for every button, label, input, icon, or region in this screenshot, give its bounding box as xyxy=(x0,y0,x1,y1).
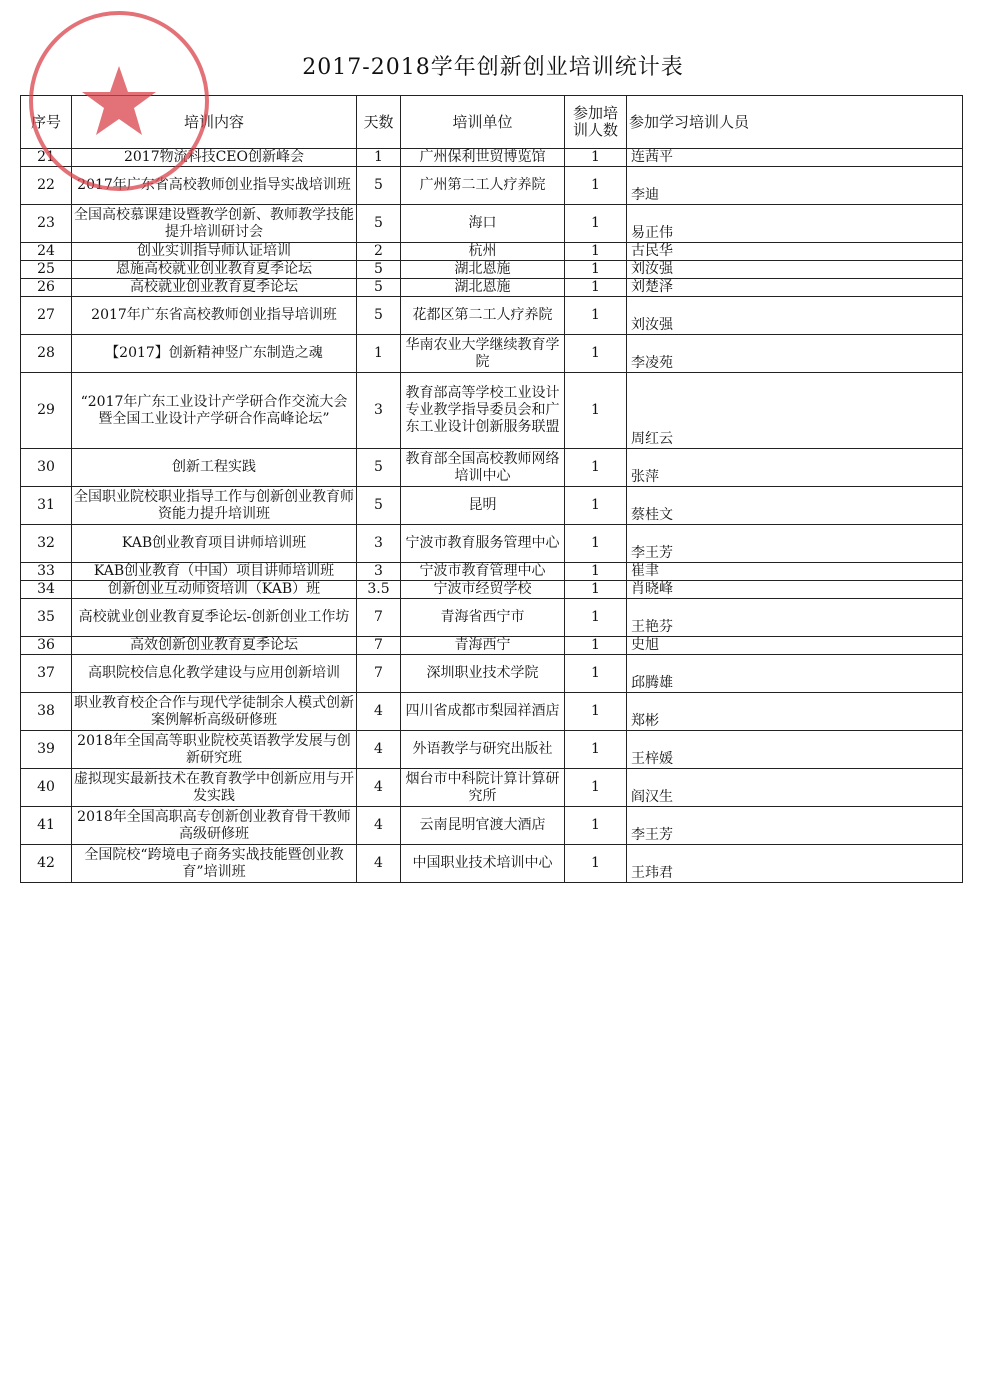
cell-unit: 中国职业技术培训中心 xyxy=(401,845,565,883)
cell-content: 创新工程实践 xyxy=(72,449,357,487)
cell-no: 22 xyxy=(21,167,72,205)
cell-unit: 广州第二工人疗养院 xyxy=(401,167,565,205)
header-unit: 培训单位 xyxy=(401,96,565,149)
cell-days: 4 xyxy=(357,807,401,845)
cell-count: 1 xyxy=(565,637,627,655)
cell-no: 25 xyxy=(21,261,72,279)
cell-no: 42 xyxy=(21,845,72,883)
cell-content: 全国高校慕课建设暨教学创新、教师教学技能提升培训研讨会 xyxy=(72,205,357,243)
cell-name: 李王芳 xyxy=(627,807,963,845)
cell-name: 李凌苑 xyxy=(627,335,963,373)
cell-no: 28 xyxy=(21,335,72,373)
cell-unit: 宁波市教育服务管理中心 xyxy=(401,525,565,563)
cell-days: 7 xyxy=(357,637,401,655)
cell-content: 全国职业院校职业指导工作与创新创业教育师资能力提升培训班 xyxy=(72,487,357,525)
cell-unit: 教育部全国高校教师网络培训中心 xyxy=(401,449,565,487)
cell-content: 高校就业创业教育夏季论坛 xyxy=(72,279,357,297)
cell-name: 王艳芬 xyxy=(627,599,963,637)
cell-unit: 云南昆明官渡大酒店 xyxy=(401,807,565,845)
cell-unit: 宁波市教育管理中心 xyxy=(401,563,565,581)
cell-content: 2017物流科技CEO创新峰会 xyxy=(72,149,357,167)
cell-name: 阎汉生 xyxy=(627,769,963,807)
cell-unit: 青海省西宁市 xyxy=(401,599,565,637)
cell-name: 连茜平 xyxy=(627,149,963,167)
cell-unit: 青海西宁 xyxy=(401,637,565,655)
cell-name: 古民华 xyxy=(627,243,963,261)
cell-days: 7 xyxy=(357,599,401,637)
cell-content: 2017年广东省高校教师创业指导实战培训班 xyxy=(72,167,357,205)
table-row xyxy=(21,261,963,279)
table-row xyxy=(21,525,963,563)
table-row xyxy=(21,563,963,581)
table-row xyxy=(21,243,963,261)
cell-days: 5 xyxy=(357,297,401,335)
table-row xyxy=(21,845,963,883)
cell-count: 1 xyxy=(565,449,627,487)
header-days: 天数 xyxy=(357,96,401,149)
cell-count: 1 xyxy=(565,373,627,449)
cell-days: 3 xyxy=(357,525,401,563)
header-no: 序号 xyxy=(21,96,72,149)
table-row xyxy=(21,279,963,297)
cell-days: 5 xyxy=(357,261,401,279)
cell-content: 2018年全国高等职业院校英语教学发展与创新研究班 xyxy=(72,731,357,769)
table-row xyxy=(21,581,963,599)
cell-unit: 教育部高等学校工业设计专业教学指导委员会和广东工业设计创新服务联盟 xyxy=(401,373,565,449)
cell-unit: 海口 xyxy=(401,205,565,243)
cell-days: 1 xyxy=(357,335,401,373)
cell-name: 李迪 xyxy=(627,167,963,205)
cell-count: 1 xyxy=(565,807,627,845)
cell-content: 全国院校“跨境电子商务实战技能暨创业教育”培训班 xyxy=(72,845,357,883)
cell-name: 蔡桂文 xyxy=(627,487,963,525)
header-row xyxy=(21,96,963,149)
cell-name: 崔聿 xyxy=(627,563,963,581)
table-row xyxy=(21,655,963,693)
cell-days: 1 xyxy=(357,149,401,167)
cell-content: KAB创业教育项目讲师培训班 xyxy=(72,525,357,563)
cell-days: 3 xyxy=(357,373,401,449)
cell-unit: 烟台市中科院计算计算研究所 xyxy=(401,769,565,807)
training-statistics-table xyxy=(20,95,963,883)
cell-count: 1 xyxy=(565,167,627,205)
cell-unit: 四川省成都市梨园祥酒店 xyxy=(401,693,565,731)
table-row xyxy=(21,373,963,449)
cell-count: 1 xyxy=(565,769,627,807)
cell-count: 1 xyxy=(565,335,627,373)
cell-name: 张萍 xyxy=(627,449,963,487)
cell-days: 4 xyxy=(357,693,401,731)
cell-content: 高职院校信息化教学建设与应用创新培训 xyxy=(72,655,357,693)
cell-content: 2017年广东省高校教师创业指导培训班 xyxy=(72,297,357,335)
cell-count: 1 xyxy=(565,261,627,279)
cell-days: 5 xyxy=(357,487,401,525)
cell-name: 肖晓峰 xyxy=(627,581,963,599)
cell-name: 李王芳 xyxy=(627,525,963,563)
cell-no: 41 xyxy=(21,807,72,845)
cell-count: 1 xyxy=(565,205,627,243)
cell-name: 邱腾雄 xyxy=(627,655,963,693)
cell-no: 24 xyxy=(21,243,72,261)
cell-no: 26 xyxy=(21,279,72,297)
cell-name: 郑彬 xyxy=(627,693,963,731)
cell-name: 王梓媛 xyxy=(627,731,963,769)
table-row xyxy=(21,149,963,167)
table-row xyxy=(21,731,963,769)
cell-days: 4 xyxy=(357,731,401,769)
cell-no: 27 xyxy=(21,297,72,335)
table-row xyxy=(21,167,963,205)
cell-no: 30 xyxy=(21,449,72,487)
cell-days: 2 xyxy=(357,243,401,261)
cell-no: 36 xyxy=(21,637,72,655)
table-row xyxy=(21,599,963,637)
table-row xyxy=(21,769,963,807)
cell-count: 1 xyxy=(565,731,627,769)
cell-unit: 昆明 xyxy=(401,487,565,525)
header-name: 参加学习培训人员 xyxy=(627,96,963,149)
table-row xyxy=(21,335,963,373)
cell-name: 刘汝强 xyxy=(627,261,963,279)
cell-count: 1 xyxy=(565,845,627,883)
table-row xyxy=(21,693,963,731)
cell-days: 5 xyxy=(357,167,401,205)
cell-count: 1 xyxy=(565,149,627,167)
cell-count: 1 xyxy=(565,563,627,581)
cell-days: 7 xyxy=(357,655,401,693)
cell-no: 23 xyxy=(21,205,72,243)
table-row xyxy=(21,205,963,243)
cell-content: 创业实训指导师认证培训 xyxy=(72,243,357,261)
table-row xyxy=(21,449,963,487)
cell-days: 3 xyxy=(357,563,401,581)
cell-count: 1 xyxy=(565,297,627,335)
table-row xyxy=(21,807,963,845)
cell-name: 易正伟 xyxy=(627,205,963,243)
cell-count: 1 xyxy=(565,581,627,599)
cell-no: 32 xyxy=(21,525,72,563)
cell-content: 【2017】创新精神竖广东制造之魂 xyxy=(72,335,357,373)
cell-days: 4 xyxy=(357,845,401,883)
cell-no: 39 xyxy=(21,731,72,769)
header-content: 培训内容 xyxy=(72,96,357,149)
cell-count: 1 xyxy=(565,655,627,693)
table-row xyxy=(21,487,963,525)
cell-content: 高校就业创业教育夏季论坛-创新创业工作坊 xyxy=(72,599,357,637)
cell-unit: 宁波市经贸学校 xyxy=(401,581,565,599)
cell-content: 职业教育校企合作与现代学徒制余人模式创新案例解析高级研修班 xyxy=(72,693,357,731)
cell-unit: 华南农业大学继续教育学院 xyxy=(401,335,565,373)
cell-count: 1 xyxy=(565,693,627,731)
cell-no: 33 xyxy=(21,563,72,581)
cell-count: 1 xyxy=(565,279,627,297)
header-count: 参加培训人数 xyxy=(565,96,627,149)
table-body xyxy=(21,149,963,883)
cell-content: 虚拟现实最新技术在教育教学中创新应用与开发实践 xyxy=(72,769,357,807)
cell-no: 21 xyxy=(21,149,72,167)
cell-unit: 湖北恩施 xyxy=(401,261,565,279)
cell-name: 刘楚泽 xyxy=(627,279,963,297)
cell-no: 31 xyxy=(21,487,72,525)
cell-unit: 广州保利世贸博览馆 xyxy=(401,149,565,167)
cell-content: 恩施高校就业创业教育夏季论坛 xyxy=(72,261,357,279)
cell-days: 5 xyxy=(357,279,401,297)
cell-name: 王玮君 xyxy=(627,845,963,883)
cell-days: 5 xyxy=(357,449,401,487)
cell-content: KAB创业教育（中国）项目讲师培训班 xyxy=(72,563,357,581)
cell-no: 35 xyxy=(21,599,72,637)
cell-no: 37 xyxy=(21,655,72,693)
table-row xyxy=(21,637,963,655)
table-row xyxy=(21,297,963,335)
cell-count: 1 xyxy=(565,599,627,637)
cell-content: 创新创业互动师资培训（KAB）班 xyxy=(72,581,357,599)
cell-no: 38 xyxy=(21,693,72,731)
cell-no: 29 xyxy=(21,373,72,449)
cell-days: 5 xyxy=(357,205,401,243)
cell-count: 1 xyxy=(565,487,627,525)
cell-days: 3.5 xyxy=(357,581,401,599)
cell-count: 1 xyxy=(565,525,627,563)
cell-unit: 湖北恩施 xyxy=(401,279,565,297)
cell-no: 40 xyxy=(21,769,72,807)
cell-content: 高效创新创业教育夏季论坛 xyxy=(72,637,357,655)
cell-content: “2017年广东工业设计产学研合作交流大会暨全国工业设计产学研合作高峰论坛” xyxy=(72,373,357,449)
cell-name: 刘汝强 xyxy=(627,297,963,335)
cell-unit: 外语教学与研究出版社 xyxy=(401,731,565,769)
cell-unit: 花都区第二工人疗养院 xyxy=(401,297,565,335)
page-title: 2017-2018学年创新创业培训统计表 xyxy=(302,55,684,80)
cell-unit: 深圳职业技术学院 xyxy=(401,655,565,693)
cell-content: 2018年全国高职高专创新创业教育骨干教师高级研修班 xyxy=(72,807,357,845)
cell-name: 周红云 xyxy=(627,373,963,449)
cell-days: 4 xyxy=(357,769,401,807)
cell-name: 史旭 xyxy=(627,637,963,655)
cell-no: 34 xyxy=(21,581,72,599)
cell-unit: 杭州 xyxy=(401,243,565,261)
cell-count: 1 xyxy=(565,243,627,261)
